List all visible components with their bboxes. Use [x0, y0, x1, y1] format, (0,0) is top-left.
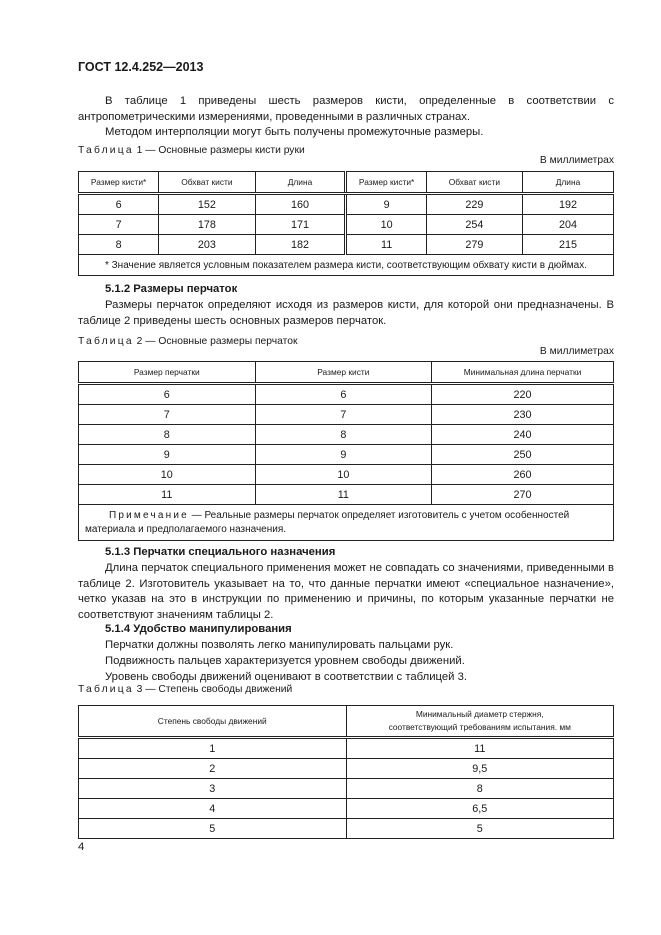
table1-col-header: Длина: [523, 172, 614, 194]
table-cell: 270: [432, 485, 614, 505]
table1-col-header: Длина: [255, 172, 346, 194]
table-cell: 6: [255, 384, 432, 405]
table2-note-text: — Реальные размеры перчаток определяет изготовитель с учетом особенностей материала и предполагаемого назначения.: [85, 510, 570, 535]
table1-caption-label: Таблица: [78, 145, 134, 156]
table-cell: 4: [79, 799, 347, 819]
table3-col-header: Степень свободы движений: [79, 706, 347, 738]
section-5-1-4-line-1: Перчатки должны позволять легко манипулировать пальцами рук.: [105, 639, 454, 651]
table-row: [79, 759, 614, 779]
table3-freedom-of-movement: [78, 705, 614, 839]
table2-col-header: Минимальная длина перчатки: [432, 362, 614, 384]
table-cell: 10: [346, 215, 426, 235]
table-cell: 152: [159, 194, 255, 215]
table-cell: 240: [432, 425, 614, 445]
table1-units: В миллиметрах: [539, 155, 614, 166]
table3-col-header-diameter: [346, 706, 614, 738]
intro-paragraph-1: В таблице 1 приведены шесть размеров кисти, определенные в соответствии с антропометрическими измерениями, проведенными в различных странах.: [78, 95, 614, 123]
table1-col-header: Размер кисти*: [346, 172, 426, 194]
table-cell: 220: [432, 384, 614, 405]
table-cell: 9: [79, 445, 256, 465]
document-id-header: ГОСТ 12.4.252—2013: [78, 60, 204, 74]
table-cell: 11: [255, 485, 432, 505]
table-cell: 182: [255, 235, 346, 255]
intro-paragraph-2: Методом интерполяции могут быть получены промежуточные размеры.: [105, 126, 484, 138]
table2-col-header: Размер перчатки: [79, 362, 256, 384]
section-5-1-2-heading: 5.1.2 Размеры перчаток: [105, 283, 238, 295]
table1-col-header: Обхват кисти: [159, 172, 255, 194]
table-cell: 279: [426, 235, 522, 255]
table1-caption: [78, 145, 305, 156]
table-cell: 8: [255, 425, 432, 445]
table-cell: 8: [79, 425, 256, 445]
table-row: [79, 425, 614, 445]
table-cell: 10: [79, 465, 256, 485]
table3-col-header-line-1: Минимальный диаметр стержня,: [415, 709, 544, 719]
table2-note: [79, 505, 614, 541]
table2-col-header: Размер кисти: [255, 362, 432, 384]
table-cell: 171: [255, 215, 346, 235]
table-cell: 5: [346, 819, 614, 839]
table-cell: 10: [255, 465, 432, 485]
table-row: [79, 235, 614, 255]
table-cell: 9,5: [346, 759, 614, 779]
table1-footnote-row: [79, 255, 614, 276]
table-row: [79, 194, 614, 215]
table3-caption-text: 3 — Степень свободы движений: [133, 684, 293, 695]
table-cell: 250: [432, 445, 614, 465]
table1-footnote: * Значение является условным показателем размера кисти, соответствующим обхвату кисти в дюймах.: [79, 255, 614, 276]
table-cell: 11: [346, 235, 426, 255]
table-cell: 11: [79, 485, 256, 505]
table-cell: 230: [432, 405, 614, 425]
table-cell: 8: [79, 235, 159, 255]
table-cell: 6: [79, 384, 256, 405]
table-cell: 8: [346, 779, 614, 799]
table-cell: 7: [255, 405, 432, 425]
table2-note-row: [79, 505, 614, 541]
table-cell: 204: [523, 215, 614, 235]
table-cell: 203: [159, 235, 255, 255]
table-row: [79, 485, 614, 505]
table1-caption-text: 1 — Основные размеры кисти руки: [133, 145, 305, 156]
table-row: [79, 215, 614, 235]
table-cell: 7: [79, 215, 159, 235]
table-cell: 9: [346, 194, 426, 215]
table-cell: 7: [79, 405, 256, 425]
table-cell: 229: [426, 194, 522, 215]
table-cell: 254: [426, 215, 522, 235]
table-cell: 160: [255, 194, 346, 215]
table-cell: 3: [79, 779, 347, 799]
table-row: [79, 799, 614, 819]
table2-caption-text: 2 — Основные размеры перчаток: [133, 336, 298, 347]
table1-col-header: Размер кисти*: [79, 172, 159, 194]
table-cell: 192: [523, 194, 614, 215]
table2-caption: [78, 336, 297, 347]
table2-header-row: [79, 362, 614, 384]
table-cell: 215: [523, 235, 614, 255]
table-cell: 6: [79, 194, 159, 215]
table-cell: 2: [79, 759, 347, 779]
section-5-1-4-heading: 5.1.4 Удобство манипулирования: [105, 623, 292, 635]
table3-col-header-line-2: соответствующий требованиям испытания. мм: [388, 722, 571, 732]
table-row: [79, 738, 614, 759]
table-cell: 260: [432, 465, 614, 485]
section-5-1-2-text: Размеры перчаток определяют исходя из размеров кисти, для которой они предназначены. В таблице 2 приведены шесть основных размеров перчаток.: [78, 299, 614, 327]
page-number: 4: [78, 841, 85, 853]
table1-col-header: Обхват кисти: [426, 172, 522, 194]
section-5-1-4-line-2: Подвижность пальцев характеризуется уровнем свободы движений.: [105, 655, 465, 667]
table3-header-row: [79, 706, 614, 738]
table2-glove-sizes: [78, 361, 614, 541]
table-cell: 6,5: [346, 799, 614, 819]
table-cell: 1: [79, 738, 347, 759]
table2-units: В миллиметрах: [539, 346, 614, 357]
table3-caption-label: Таблица: [78, 684, 134, 695]
table-row: [79, 819, 614, 839]
table1-header-row: [79, 172, 614, 194]
table-cell: 9: [255, 445, 432, 465]
table1-hand-sizes: [78, 171, 614, 276]
table-row: [79, 445, 614, 465]
table2-note-label: Примечание: [109, 510, 189, 521]
table3-caption: [78, 684, 292, 695]
table-row: [79, 384, 614, 405]
table2-caption-label: Таблица: [78, 336, 134, 347]
table-row: [79, 779, 614, 799]
table-cell: 178: [159, 215, 255, 235]
table-cell: 11: [346, 738, 614, 759]
section-5-1-4-line-3: Уровень свободы движений оценивают в соответствии с таблицей 3.: [105, 671, 468, 683]
section-5-1-3-heading: 5.1.3 Перчатки специального назначения: [105, 546, 336, 558]
table-cell: 5: [79, 819, 347, 839]
table-row: [79, 405, 614, 425]
section-5-1-3-text: Длина перчаток специального применения может не совпадать со значениями, приведенными в таблице 2. Изготовитель указывает на то, что данные перчатки имеют «специальное назначение», четко указав на это в инструкции по применению и причины, по которым указанные перчатки не соответствуют значениям таблицы 2.: [78, 562, 614, 621]
table-row: [79, 465, 614, 485]
